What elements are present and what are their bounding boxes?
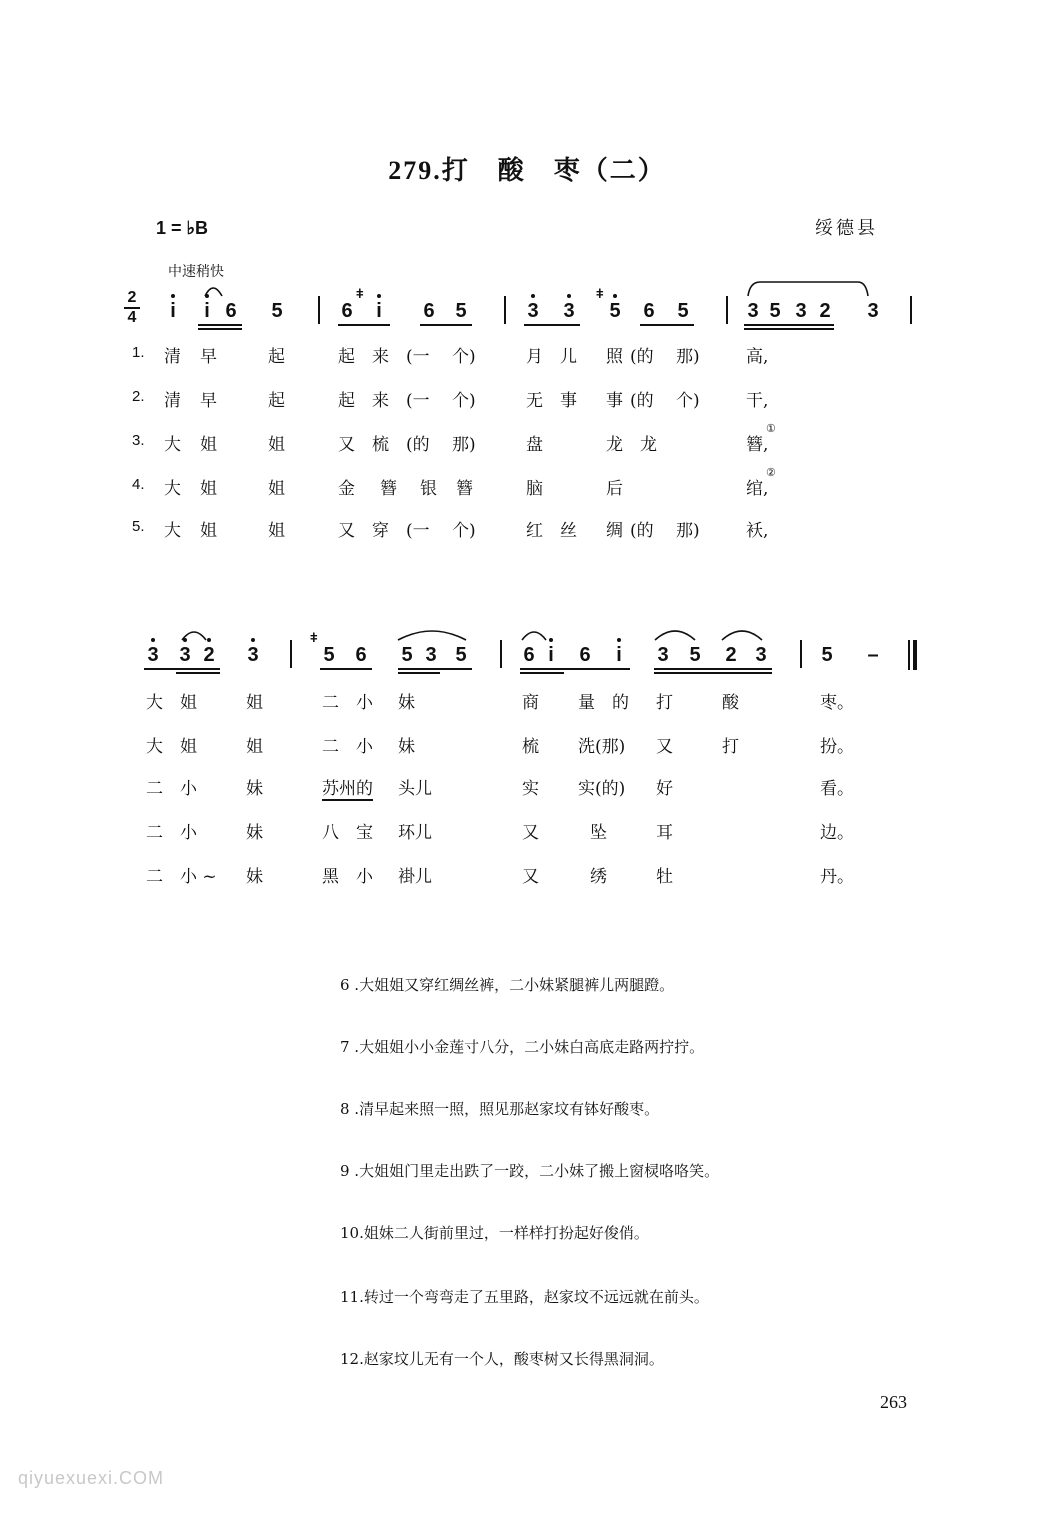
note: 3 <box>425 644 437 666</box>
beam <box>198 324 242 326</box>
note: 6 <box>341 300 353 322</box>
lyric: 小 <box>180 823 197 843</box>
lyric: 簪 <box>380 479 397 499</box>
barline <box>500 640 502 668</box>
lyric: 龙 <box>640 435 657 455</box>
title-number: 279. <box>388 156 442 185</box>
note: 2 <box>725 644 737 666</box>
lyric: 金 <box>338 479 355 499</box>
high-octave-dot <box>183 638 187 642</box>
high-octave-dot <box>531 294 535 298</box>
slur <box>655 631 695 640</box>
high-octave-dot <box>151 638 155 642</box>
lyric: (一 <box>406 347 430 367</box>
note: 5 <box>821 644 833 666</box>
lyric: 宝 <box>356 823 373 843</box>
lyric: 扮。 <box>820 737 854 757</box>
lyric: 梳 <box>522 737 539 757</box>
note: 6 <box>355 644 367 666</box>
key-signature: 1 = ♭B <box>156 218 209 238</box>
lyric: 又 <box>656 737 673 757</box>
lyric: 龙 <box>606 435 623 455</box>
beam <box>744 328 834 330</box>
title-text: 打 酸 枣（二） <box>441 156 666 186</box>
lyric: 小 <box>180 779 197 799</box>
verse-10: 10.姐妹二人街前里过，一样样打扮起好俊俏。 <box>340 1224 649 1242</box>
note: 5 <box>609 300 621 322</box>
lyric: 妹 <box>246 779 263 799</box>
footnote-mark: ② <box>766 466 776 479</box>
lyric: 来 <box>372 347 389 367</box>
lyric: 绸 <box>606 521 623 541</box>
grace-mark: ǂ <box>356 286 364 301</box>
slur <box>522 632 546 640</box>
note: 3 <box>795 300 807 322</box>
note: 3 <box>563 300 575 322</box>
lyric: 坠 <box>590 823 607 843</box>
note: 5 <box>455 644 467 666</box>
verse-number: 1. <box>132 344 145 361</box>
lyric: 来 <box>372 391 389 411</box>
lyric: 量 <box>578 693 595 713</box>
time-denominator: 4 <box>127 309 137 326</box>
lyric: 儿 <box>560 347 577 367</box>
verse-7: 7 .大姐姐小小金莲寸八分，二小妹白高底走路两拧拧。 <box>340 1038 705 1056</box>
lyric: 实 <box>522 779 539 799</box>
note: 5 <box>455 300 467 322</box>
lyric: 又 <box>522 867 539 887</box>
lyric: 姐 <box>268 435 285 455</box>
beam <box>640 324 694 326</box>
lyric: 清 <box>164 391 181 411</box>
high-octave-dot <box>377 294 381 298</box>
lyric: 丹。 <box>820 867 854 887</box>
lyric: 二 <box>146 867 163 887</box>
note: 2 <box>819 300 831 322</box>
lyric: 姐 <box>246 737 263 757</box>
note: i <box>616 644 622 666</box>
beam <box>520 672 564 674</box>
beam <box>398 672 440 674</box>
high-octave-dot <box>613 294 617 298</box>
note: 3 <box>747 300 759 322</box>
lyric-underlined: 苏州的 <box>322 774 373 801</box>
lyric: 二 <box>146 823 163 843</box>
beam <box>320 668 372 670</box>
lyric: 起 <box>338 391 355 411</box>
time-signature <box>124 290 140 326</box>
verse-9: 9 .大姐姐门里走出跌了一跤，二小妹了搬上窗棂咯咯笑。 <box>340 1162 720 1180</box>
note: i <box>204 300 210 322</box>
lyric: 大 <box>146 737 163 757</box>
note: 3 <box>179 644 191 666</box>
note: 3 <box>147 644 159 666</box>
verse-11: 11.转过一个弯弯走了五里路，赵家坟不远远就在前头。 <box>340 1288 709 1306</box>
lyric: 事 <box>560 391 577 411</box>
lyric: 绣 <box>590 867 607 887</box>
high-octave-dot <box>549 638 553 642</box>
lyric: 小 ~ <box>180 867 217 887</box>
lyric: 牡 <box>656 867 673 887</box>
note: 5 <box>401 644 413 666</box>
note: i <box>376 300 382 322</box>
lyric: (的 <box>630 521 654 541</box>
note: 5 <box>769 300 781 322</box>
barline <box>800 640 802 668</box>
lyric: 小 <box>356 867 373 887</box>
barline <box>504 296 506 324</box>
tempo-marking: 中速稍快 <box>168 264 224 280</box>
beam <box>338 324 390 326</box>
lyric: 照 <box>606 347 623 367</box>
lyric: 黑 <box>322 867 339 887</box>
note: i <box>548 644 554 666</box>
high-octave-dot <box>567 294 571 298</box>
lyric: 姐 <box>200 521 217 541</box>
lyric: 姐 <box>246 693 263 713</box>
high-octave-dot <box>251 638 255 642</box>
lyric: 枣。 <box>820 693 854 713</box>
lyric: 个) <box>676 391 700 411</box>
lyric: 个) <box>452 347 476 367</box>
beam <box>654 672 772 674</box>
barline <box>910 296 912 324</box>
lyric: 实(的) <box>578 779 626 799</box>
lyric: 商 <box>522 693 539 713</box>
lyric: 大 <box>164 435 181 455</box>
lyric: 耳 <box>656 823 673 843</box>
beam <box>744 324 834 326</box>
lyric: 起 <box>338 347 355 367</box>
lyric: 月 <box>526 347 543 367</box>
lyric: 妹 <box>398 737 415 757</box>
note: 2 <box>203 644 215 666</box>
lyric: 打 <box>656 693 673 713</box>
lyric: 后 <box>606 479 623 499</box>
lyric: 盘 <box>526 435 543 455</box>
final-barline-thick <box>913 640 917 670</box>
lyric: (的 <box>630 391 654 411</box>
lyric: 褂儿 <box>398 867 432 887</box>
song-origin: 绥德县 <box>815 218 878 239</box>
song-title <box>0 150 1054 187</box>
lyric: 个) <box>452 521 476 541</box>
lyric: 八 <box>322 823 339 843</box>
lyric: 二 <box>322 693 339 713</box>
lyric: 簪 <box>456 479 473 499</box>
note: i <box>170 300 176 322</box>
verse-12: 12.赵家坟儿无有一个人，酸枣树又长得黑洞洞。 <box>340 1350 664 1368</box>
lyric: 的 <box>612 693 629 713</box>
barline <box>726 296 728 324</box>
lyric: 洗(那) <box>578 737 626 757</box>
note: 6 <box>225 300 237 322</box>
lyric: (的 <box>630 347 654 367</box>
lyric: 脑 <box>526 479 543 499</box>
lyric: 酸 <box>722 693 739 713</box>
beam <box>420 324 472 326</box>
slur <box>748 282 868 296</box>
lyric: 高, <box>746 347 769 367</box>
note: 3 <box>867 300 879 322</box>
lyric: 看。 <box>820 779 854 799</box>
lyric: 那) <box>676 521 700 541</box>
dash: – <box>867 644 879 666</box>
final-barline-thin <box>908 640 910 670</box>
beam <box>524 324 580 326</box>
lyric: 又 <box>338 521 355 541</box>
lyric: 大 <box>164 521 181 541</box>
lyric: 那) <box>676 347 700 367</box>
high-octave-dot <box>617 638 621 642</box>
slur <box>398 631 466 640</box>
footnote-mark: ① <box>766 422 776 435</box>
lyric: 红 <box>526 521 543 541</box>
lyric: 又 <box>338 435 355 455</box>
verse-number: 3. <box>132 432 145 449</box>
beam <box>520 668 630 670</box>
note: 5 <box>271 300 283 322</box>
lyric: 事 <box>606 391 623 411</box>
lyric: 姐 <box>200 479 217 499</box>
high-octave-dot <box>207 638 211 642</box>
lyric: 头儿 <box>398 779 432 799</box>
lyric: 边。 <box>820 823 854 843</box>
lyric: 妹 <box>246 867 263 887</box>
barline <box>290 640 292 668</box>
page-number: 263 <box>880 1392 907 1412</box>
lyric: 姐 <box>180 693 197 713</box>
lyric: 姐 <box>268 479 285 499</box>
lyric: 姐 <box>268 521 285 541</box>
high-octave-dot <box>205 294 209 298</box>
note: 5 <box>689 644 701 666</box>
beam <box>144 668 220 670</box>
lyric: 丝 <box>560 521 577 541</box>
lyric: 小 <box>356 737 373 757</box>
note: 3 <box>247 644 259 666</box>
grace-mark: ǂ <box>596 286 604 301</box>
lyric: 银 <box>420 479 437 499</box>
slur <box>722 631 762 640</box>
lyric: 二 <box>146 779 163 799</box>
lyric: 清 <box>164 347 181 367</box>
high-octave-dot <box>171 294 175 298</box>
lyric: 好 <box>656 779 673 799</box>
lyric: 妹 <box>246 823 263 843</box>
lyric: 绾, <box>746 479 769 499</box>
note: 3 <box>527 300 539 322</box>
lyric: (的 <box>406 435 430 455</box>
lyric: 袄, <box>746 521 769 541</box>
beam <box>398 668 472 670</box>
lyric: (一 <box>406 521 430 541</box>
note: 6 <box>423 300 435 322</box>
verse-number: 4. <box>132 476 145 493</box>
time-numerator: 2 <box>127 289 137 306</box>
lyric: 环儿 <box>398 823 432 843</box>
lyric: 簪, <box>746 435 769 455</box>
lyric: 妹 <box>398 693 415 713</box>
beam <box>654 668 772 670</box>
note: 3 <box>755 644 767 666</box>
lyric: 无 <box>526 391 543 411</box>
lyric: 大 <box>146 693 163 713</box>
lyric: 干, <box>746 391 769 411</box>
beam <box>198 328 242 330</box>
lyric: 姐 <box>200 435 217 455</box>
lyric: 又 <box>522 823 539 843</box>
verse-number: 2. <box>132 388 145 405</box>
lyric: 大 <box>164 479 181 499</box>
lyric: (一 <box>406 391 430 411</box>
barline <box>318 296 320 324</box>
lyric: 起 <box>268 347 285 367</box>
verse-8: 8 .清早起来照一照，照见那赵家坟有钵好酸枣。 <box>340 1100 660 1118</box>
lyric: 个) <box>452 391 476 411</box>
lyric: 打 <box>722 737 739 757</box>
beam <box>176 672 220 674</box>
note: 6 <box>523 644 535 666</box>
note: 6 <box>579 644 591 666</box>
lyric: 二 <box>322 737 339 757</box>
verse-number: 5. <box>132 518 145 535</box>
lyric: 早 <box>200 391 217 411</box>
lyric: 梳 <box>372 435 389 455</box>
note: 3 <box>657 644 669 666</box>
verse-6: 6 .大姐姐又穿红绸丝裤，二小妹紧腿裤儿两腿蹬。 <box>340 976 675 994</box>
site-watermark: qiyuexuexi.COM <box>18 1468 165 1488</box>
note: 5 <box>323 644 335 666</box>
lyric: 姐 <box>180 737 197 757</box>
lyric: 早 <box>200 347 217 367</box>
grace-mark: ǂ <box>310 630 318 645</box>
note: 6 <box>643 300 655 322</box>
lyric: 那) <box>452 435 476 455</box>
lyric: 小 <box>356 693 373 713</box>
note: 5 <box>677 300 689 322</box>
lyric: 穿 <box>372 521 389 541</box>
lyric: 起 <box>268 391 285 411</box>
